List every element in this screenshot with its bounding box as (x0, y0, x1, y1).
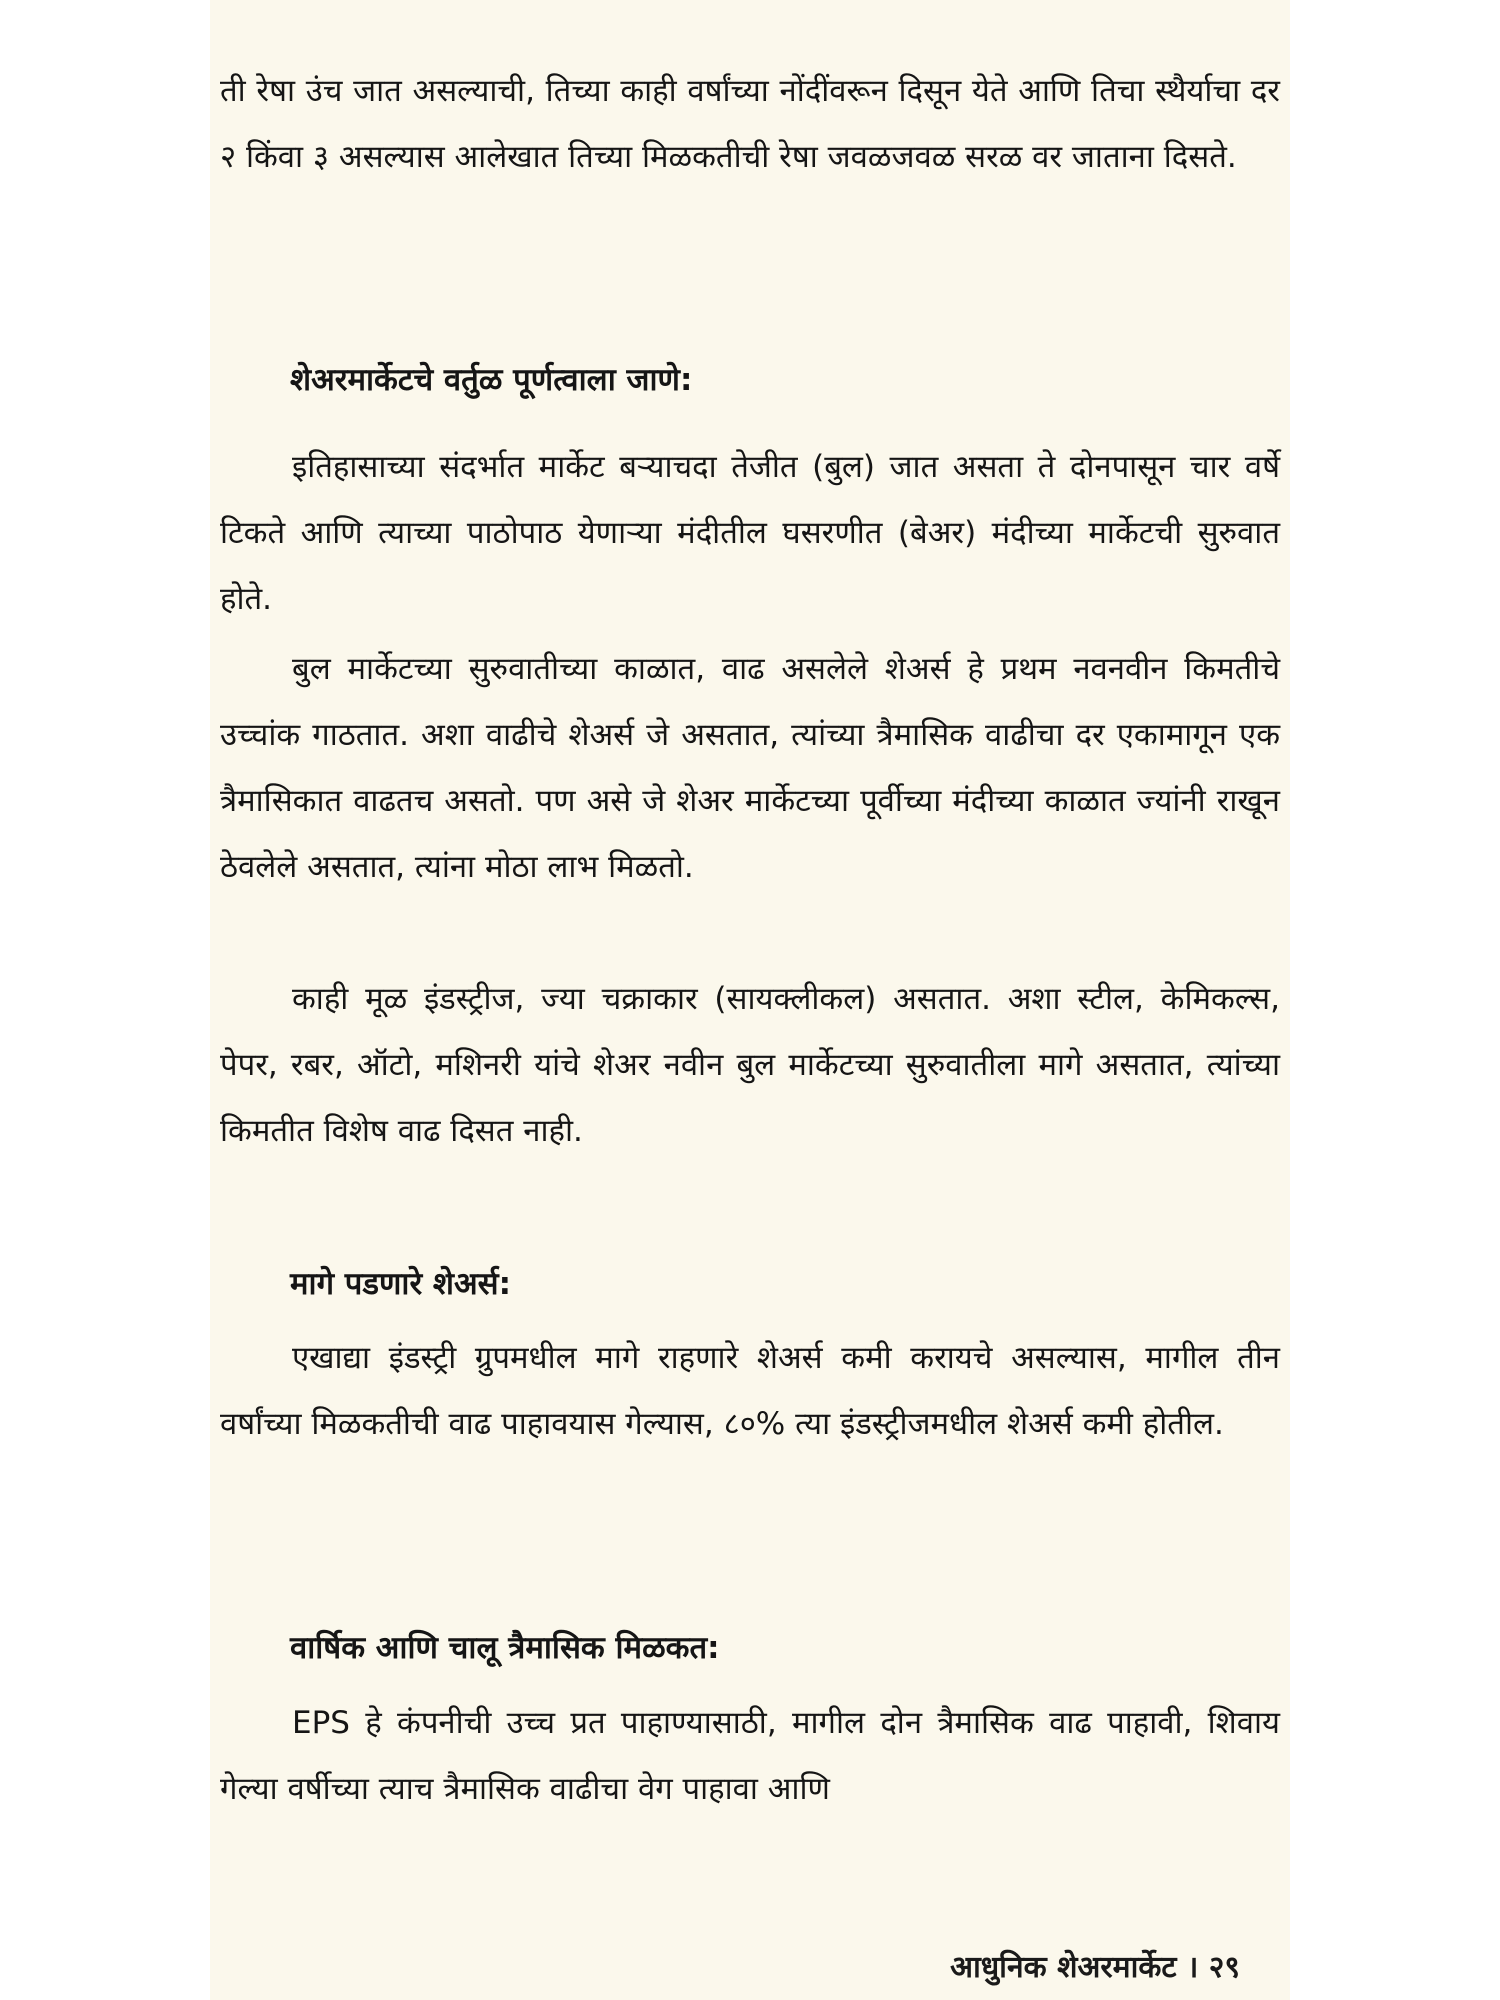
paragraph: बुल मार्केटच्या सुरुवातीच्या काळात, वाढ असलेले शेअर्स हे प्रथम नवनवीन किमतीचे उच्चांक गाठतात. अशा वाढीचे शेअर्स जे असतात, त्यांच्या त्रैमासिक वाढीचा दर एकामागून एक त्रैमासिकात वाढतच असतो. पण असे जे शेअर मार्केटच्या पूर्वीच्या मंदीच्या काळात ज्यांनी राखून ठेवलेले असतात, त्यांना मोठा लाभ मिळतो. (220, 651, 1280, 885)
book-page (210, 0, 1290, 2000)
paragraph: एखाद्या इंडस्ट्री ग्रुपमधील मागे राहणारे शेअर्स कमी करायचे असल्यास, मागील तीन वर्षांच्या मिळकतीची वाढ पाहावयास गेल्यास, ८०% त्या इंडस्ट्रीजमधील शेअर्स कमी होतील. (220, 1340, 1280, 1442)
intro-paragraph: ती रेषा उंच जात असल्याची, तिच्या काही वर्षांच्या नोंदींवरून दिसून येते आणि तिचा स्थैर्याचा दर २ किंवा ३ असल्यास आलेखात तिच्या मिळकतीची रेषा जवळजवळ सरळ वर जाताना दिसते. (220, 73, 1280, 175)
paragraph: EPS हे कंपनीची उच्च प्रत पाहाण्यासाठी, मागील दोन त्रैमासिक वाढ पाहावी, शिवाय गेल्या वर्षीच्या त्याच त्रैमासिक वाढीचा वेग पाहावा आणि (220, 1705, 1280, 1807)
paragraph: इतिहासाच्या संदर्भात मार्केट बऱ्याचदा तेजीत (बुल) जात असता ते दोनपासून चार वर्षे टिकते आणि त्याच्या पाठोपाठ येणाऱ्या मंदीतील घसरणीत (बेअर) मंदीच्या मार्केटची सुरुवात होते. (220, 449, 1280, 617)
page-footer: आधुनिक शेअरमार्केट । २९ (950, 1950, 1240, 1985)
paragraph: काही मूळ इंडस्ट्रीज, ज्या चक्राकार (सायक्लीकल) असतात. अशा स्टील, केमिकल्स, पेपर, रबर, ऑटो, मशिनरी यांचे शेअर नवीन बुल मार्केटच्या सुरुवातीला मागे असतात, त्यांच्या किमतीत विशेष वाढ दिसत नाही. (220, 981, 1280, 1149)
section-heading-annual-quarterly-earnings: वार्षिक आणि चालू त्रैमासिक मिळकत: (290, 1630, 720, 1666)
section-heading-market-cycle: शेअरमार्केटचे वर्तुळ पूर्णत्वाला जाणे: (290, 362, 693, 398)
section-heading-lagging-shares: मागे पडणारे शेअर्स: (290, 1266, 512, 1302)
